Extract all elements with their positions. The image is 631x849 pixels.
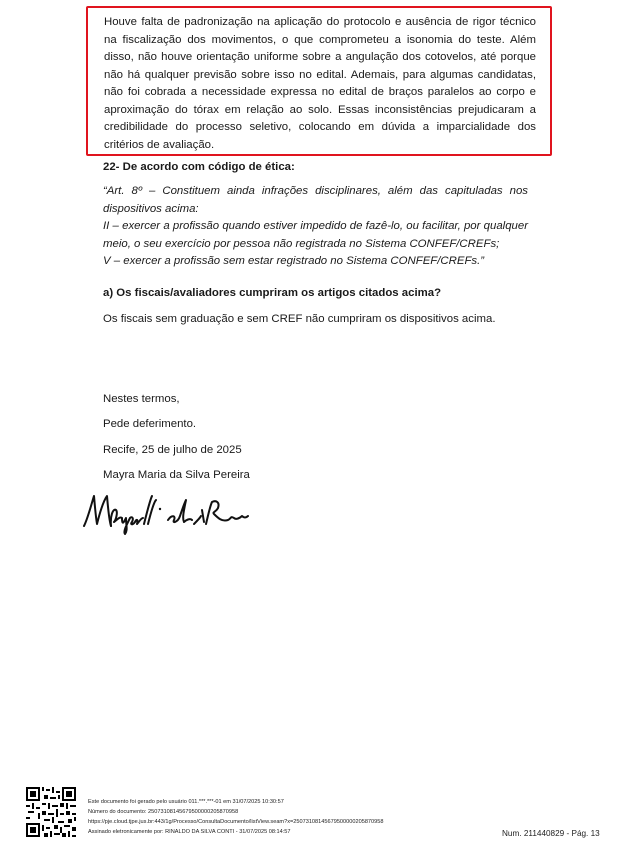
quote-line-item-ii: II – exercer a profissão quando estiver impedido de fazê-lo, ou facilitar, por qualquer meio, o seu exercício por pessoa não registrada no Sistema CONFEF/CREFs; bbox=[103, 220, 528, 250]
section-heading: 22- De acordo com código de ética: bbox=[103, 161, 295, 173]
closing-place-date: Recife, 25 de julho de 2025 bbox=[103, 443, 242, 456]
answer: Os fiscais sem graduação e sem CREF não cumpriram os dispositivos acima. bbox=[103, 313, 496, 325]
closing-terms: Nestes termos, bbox=[103, 393, 180, 405]
footer-signed-by: Assinado eletronicamente por: RINALDO DA SILVA CONTI - 31/07/2025 08:14:57 bbox=[88, 829, 291, 835]
page-number: Num. 211440829 - Pág. 13 bbox=[502, 829, 600, 838]
qr-code bbox=[26, 787, 76, 837]
footer-document-url: https://pje.cloud.tjpe.jus.br:443/1g/Processo/ConsultaDocumento/listView.seam?x=25073108145679500000205870958 bbox=[88, 819, 384, 825]
highlighted-paragraph: Houve falta de padronização na aplicação do protocolo e ausência de rigor técnico na fiscalização dos movimentos, o que comprometeu a isonomia do teste. Além disso, não houve orientação uniforme sobre a angulação dos cotovelos, até porque não há qualquer previsão sobre isso no edital. Ademais, para algumas candidatas, não foi cobrada a necessidade expressa no edital de braços paralelos ao corpo e aproximação do tórax em relação ao solo. Essas inconsistências prejudicaram a credibilidade do processo seletivo, colocando em dúvida a imparcialidade dos critérios de avaliação. bbox=[86, 6, 552, 156]
quote-line-article: “Art. 8º – Constituem ainda infrações disciplinares, além das capituladas nos dispositivos acima: bbox=[103, 185, 528, 215]
footer-generated-by: Este documento foi gerado pelo usuário 011.***.***-01 em 31/07/2025 10:30:57 bbox=[88, 799, 284, 805]
closing-request: Pede deferimento. bbox=[103, 418, 197, 431]
closing-name: Mayra Maria da Silva Pereira bbox=[103, 468, 250, 481]
question: a) Os fiscais/avaliadores cumpriram os artigos citados acima? bbox=[103, 287, 442, 299]
closing-block bbox=[103, 387, 250, 488]
electronic-signature-footer bbox=[88, 797, 384, 837]
quote-line-item-v: V – exercer a profissão sem estar registrado no Sistema CONFEF/CREFs.” bbox=[103, 255, 485, 267]
handwritten-signature bbox=[80, 488, 255, 536]
ethics-code-quote bbox=[103, 183, 528, 271]
footer-document-number: Número do documento: 25073108145679500000205870958 bbox=[88, 809, 239, 815]
